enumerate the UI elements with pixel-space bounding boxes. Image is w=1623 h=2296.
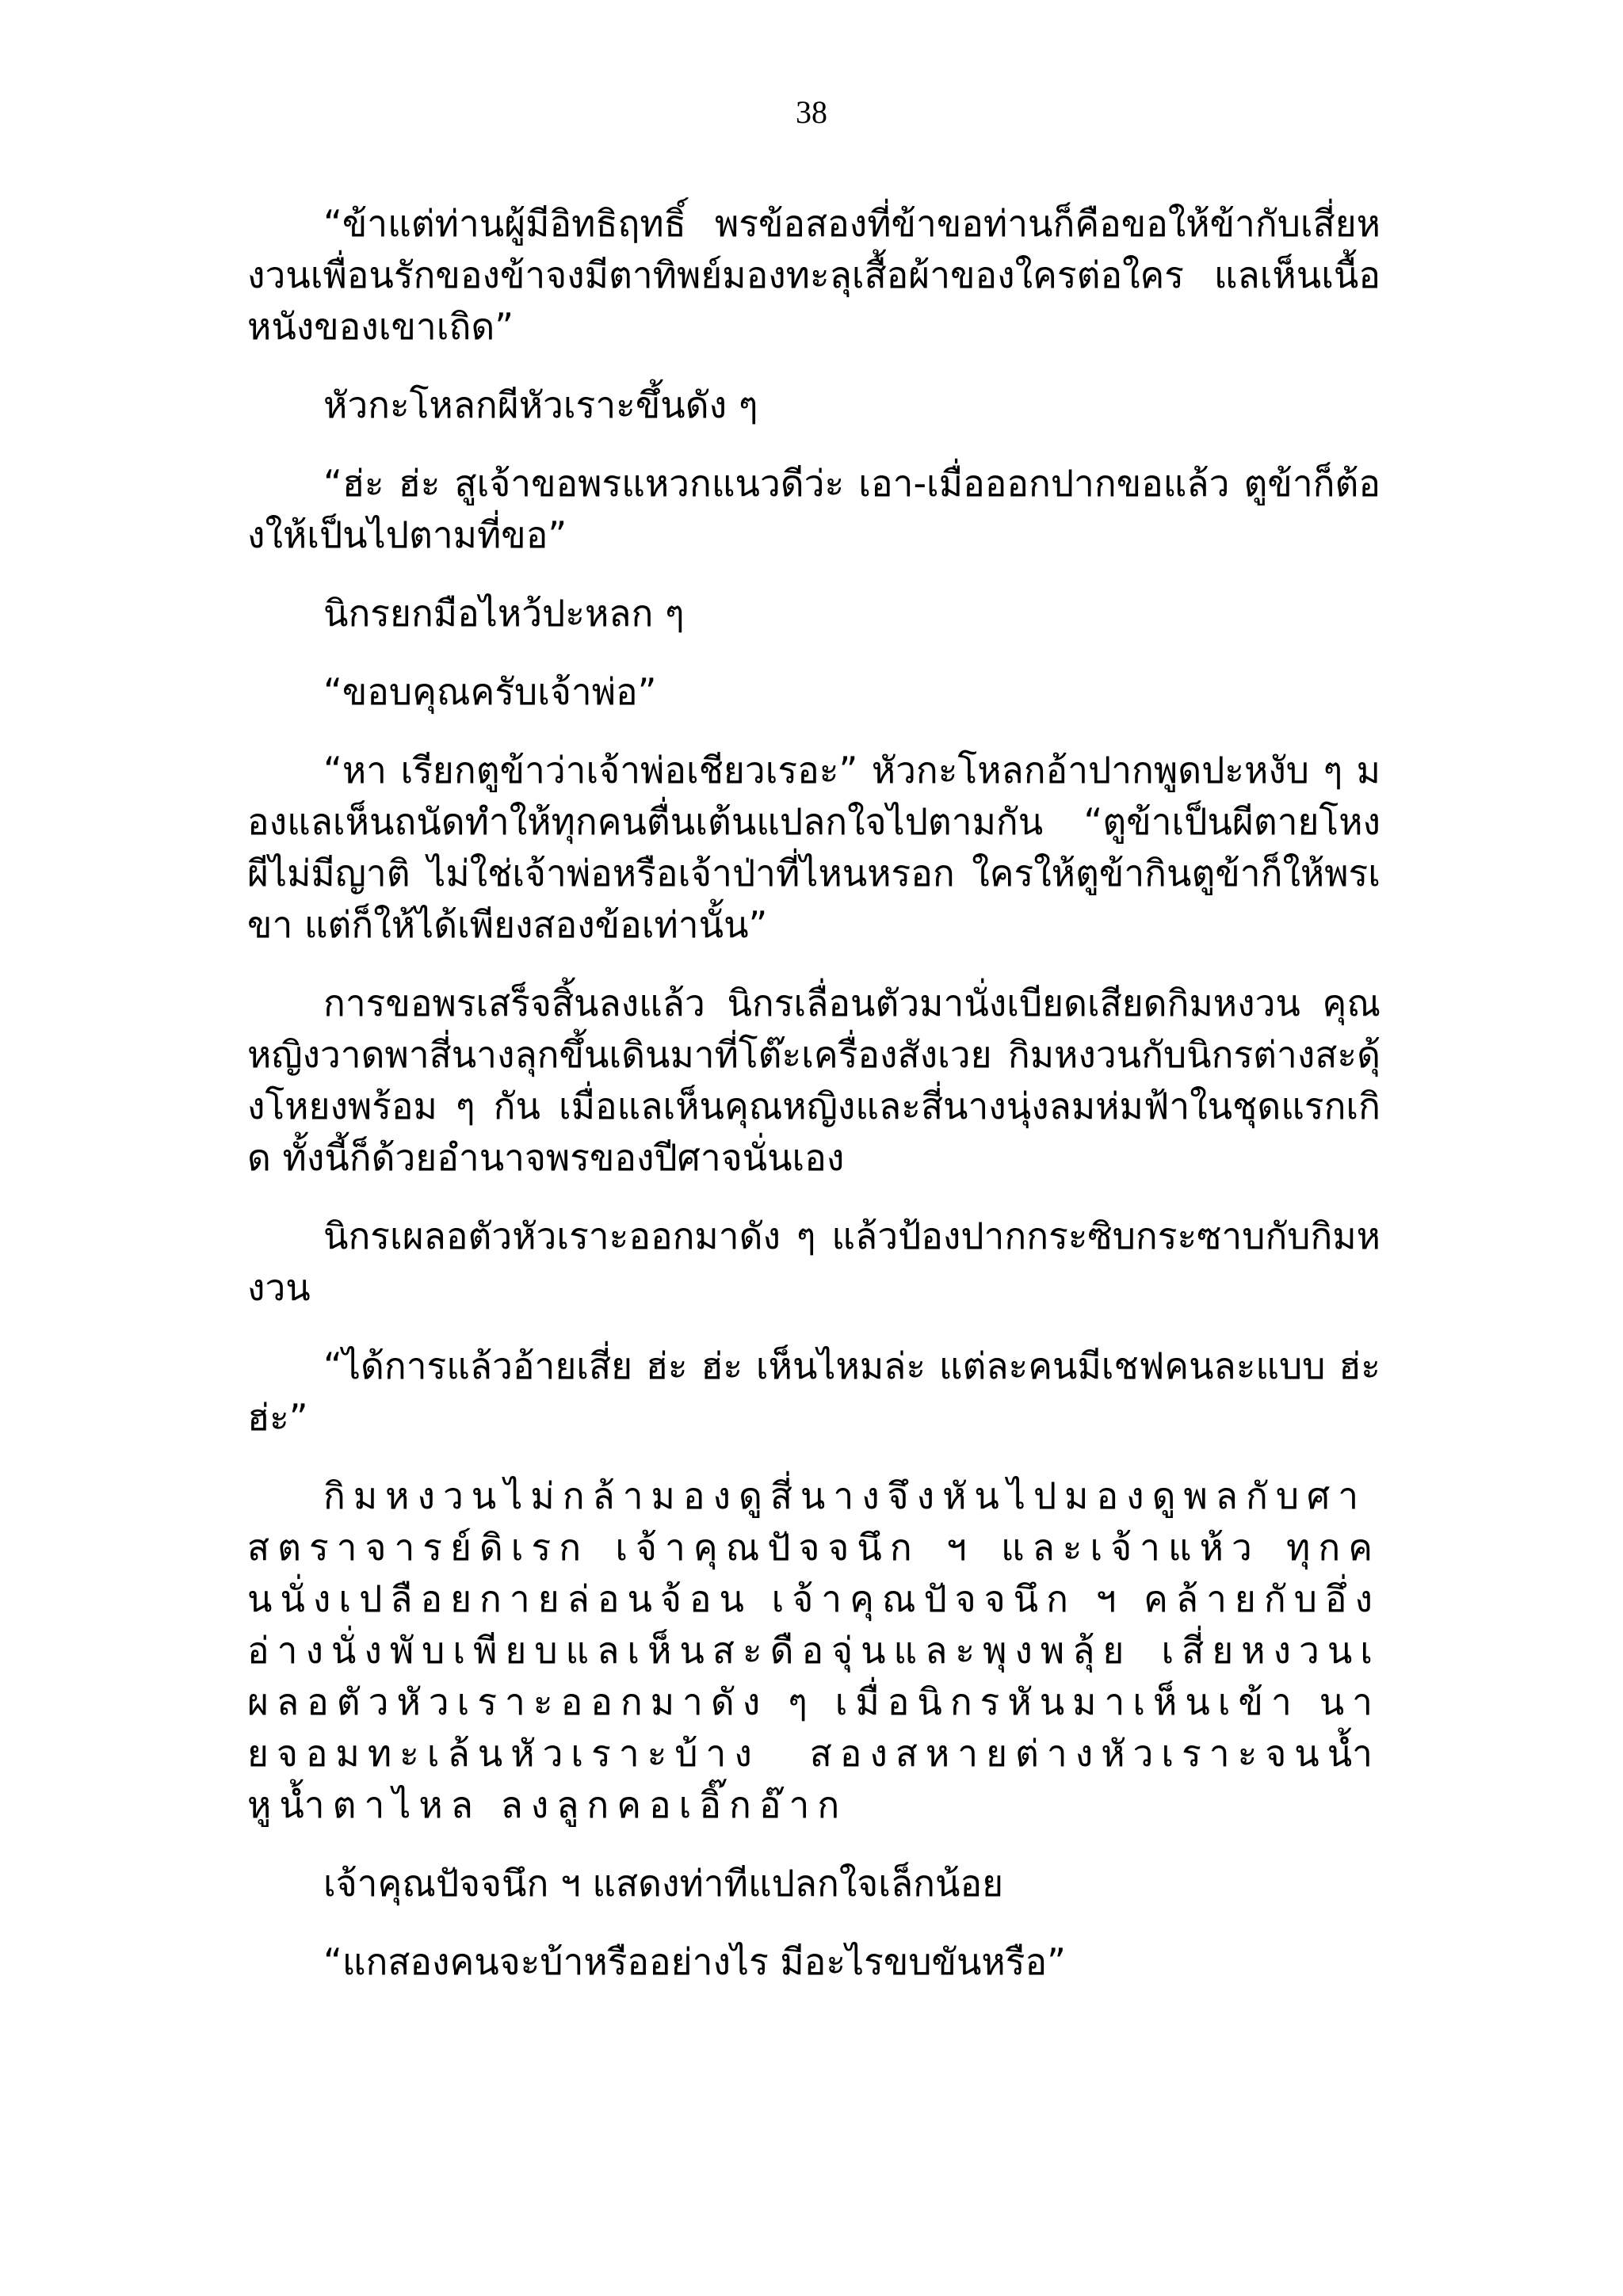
paragraph: กิมหงวนไม่กล้ามองดูสี่นางจึงหันไปมองดูพลกับศาสตราจารย์ดิเรก เจ้าคุณปัจจนึก ฯ และเจ้าแห้ว ทุกคนนั่งเปลือยกายล่อนจ้อน เจ้าคุณปัจจนึก ฯ คล้ายกับอึ่งอ่างนั่งพับเพียบแลเห็นสะดือจุ่นและพุงพลุ้ย เสี่ยหงวนเผลอตัวหัวเราะออกมาดัง ๆ เมื่อนิกรหันมาเห็นเข้า นายจอมทะเล้นหัวเราะบ้าง สองสหายต่างหัวเราะจนน้ำหูน้ำตาไหล ลงลูกคอเอิ๊กอ๊าก [247, 1474, 1381, 1826]
paragraph: “ฮ่ะ ฮ่ะ สูเจ้าขอพรแหวกแนวดีว่ะ เอา-เมื่อออกปากขอแล้ว ตูข้าก็ต้องให้เป็นไปตามที่ขอ” [247, 462, 1381, 556]
paragraph: นิกรยกมือไหว้ปะหลก ๆ [323, 592, 685, 635]
paragraph: “ขอบคุณครับเจ้าพ่อ” [323, 670, 657, 713]
paragraph: การขอพรเสร็จสิ้นลงแล้ว นิกรเลื่อนตัวมานั่งเบียดเสียดกิมหงวน คุณหญิงวาดพาสี่นางลุกขึ้นเดินมาที่โต๊ะเครื่องสังเวย กิมหงวนกับนิกรต่างสะดุ้งโหยงพร้อม ๆ กัน เมื่อแลเห็นคุณหญิงและสี่นางนุ่งลมห่มฟ้าในชุดแรกเกิด ทั้งนี้ก็ด้วยอำนาจพรของปีศาจนั่นเอง [247, 982, 1381, 1179]
paragraph: หัวกะโหลกผีหัวเราะขึ้นดัง ๆ [323, 383, 758, 426]
paragraph: “ได้การแล้วอ้ายเสี่ย ฮ่ะ ฮ่ะ เห็นไหมล่ะ แต่ละคนมีเชฟคนละแบบ ฮ่ะ ฮ่ะ” [247, 1344, 1381, 1439]
paragraph: “แกสองคนจะบ้าหรืออย่างไร มีอะไรขบขันหรือ” [323, 1940, 1066, 1983]
paragraph: เจ้าคุณปัจจนึก ฯ แสดงท่าทีแปลกใจเล็กน้อย [323, 1862, 1004, 1905]
paragraph: “ข้าแต่ท่านผู้มีอิทธิฤทธิ์ พรข้อสองที่ข้าขอท่านก็คือขอให้ข้ากับเสี่ยหงวนเพื่อนรักของข้าจงมีตาทิพย์มองทะลุเสื้อผ้าของใครต่อใคร แลเห็นเนื้อหนังของเขาเถิด” [247, 202, 1381, 348]
body-text [247, 198, 1381, 2015]
paragraph: นิกรเผลอตัวหัวเราะออกมาดัง ๆ แล้วป้องปากกระซิบกระซาบกับกิมหงวน [247, 1215, 1381, 1309]
paragraph: “หา เรียกตูข้าว่าเจ้าพ่อเชียวเรอะ” หัวกะโหลกอ้าปากพูดปะหงับ ๆ มองแลเห็นถนัดทำให้ทุกคนตื่นเต้นแปลกใจไปตามกัน “ตูข้าเป็นผีตายโหง ผีไม่มีญาติ ไม่ใช่เจ้าพ่อหรือเจ้าป่าที่ไหนหรอก ใครให้ตูข้ากินตูข้าก็ให้พรเขา แต่ก็ให้ได้เพียงสองข้อเท่านั้น” [247, 749, 1381, 946]
page-number: 38 [796, 94, 827, 130]
